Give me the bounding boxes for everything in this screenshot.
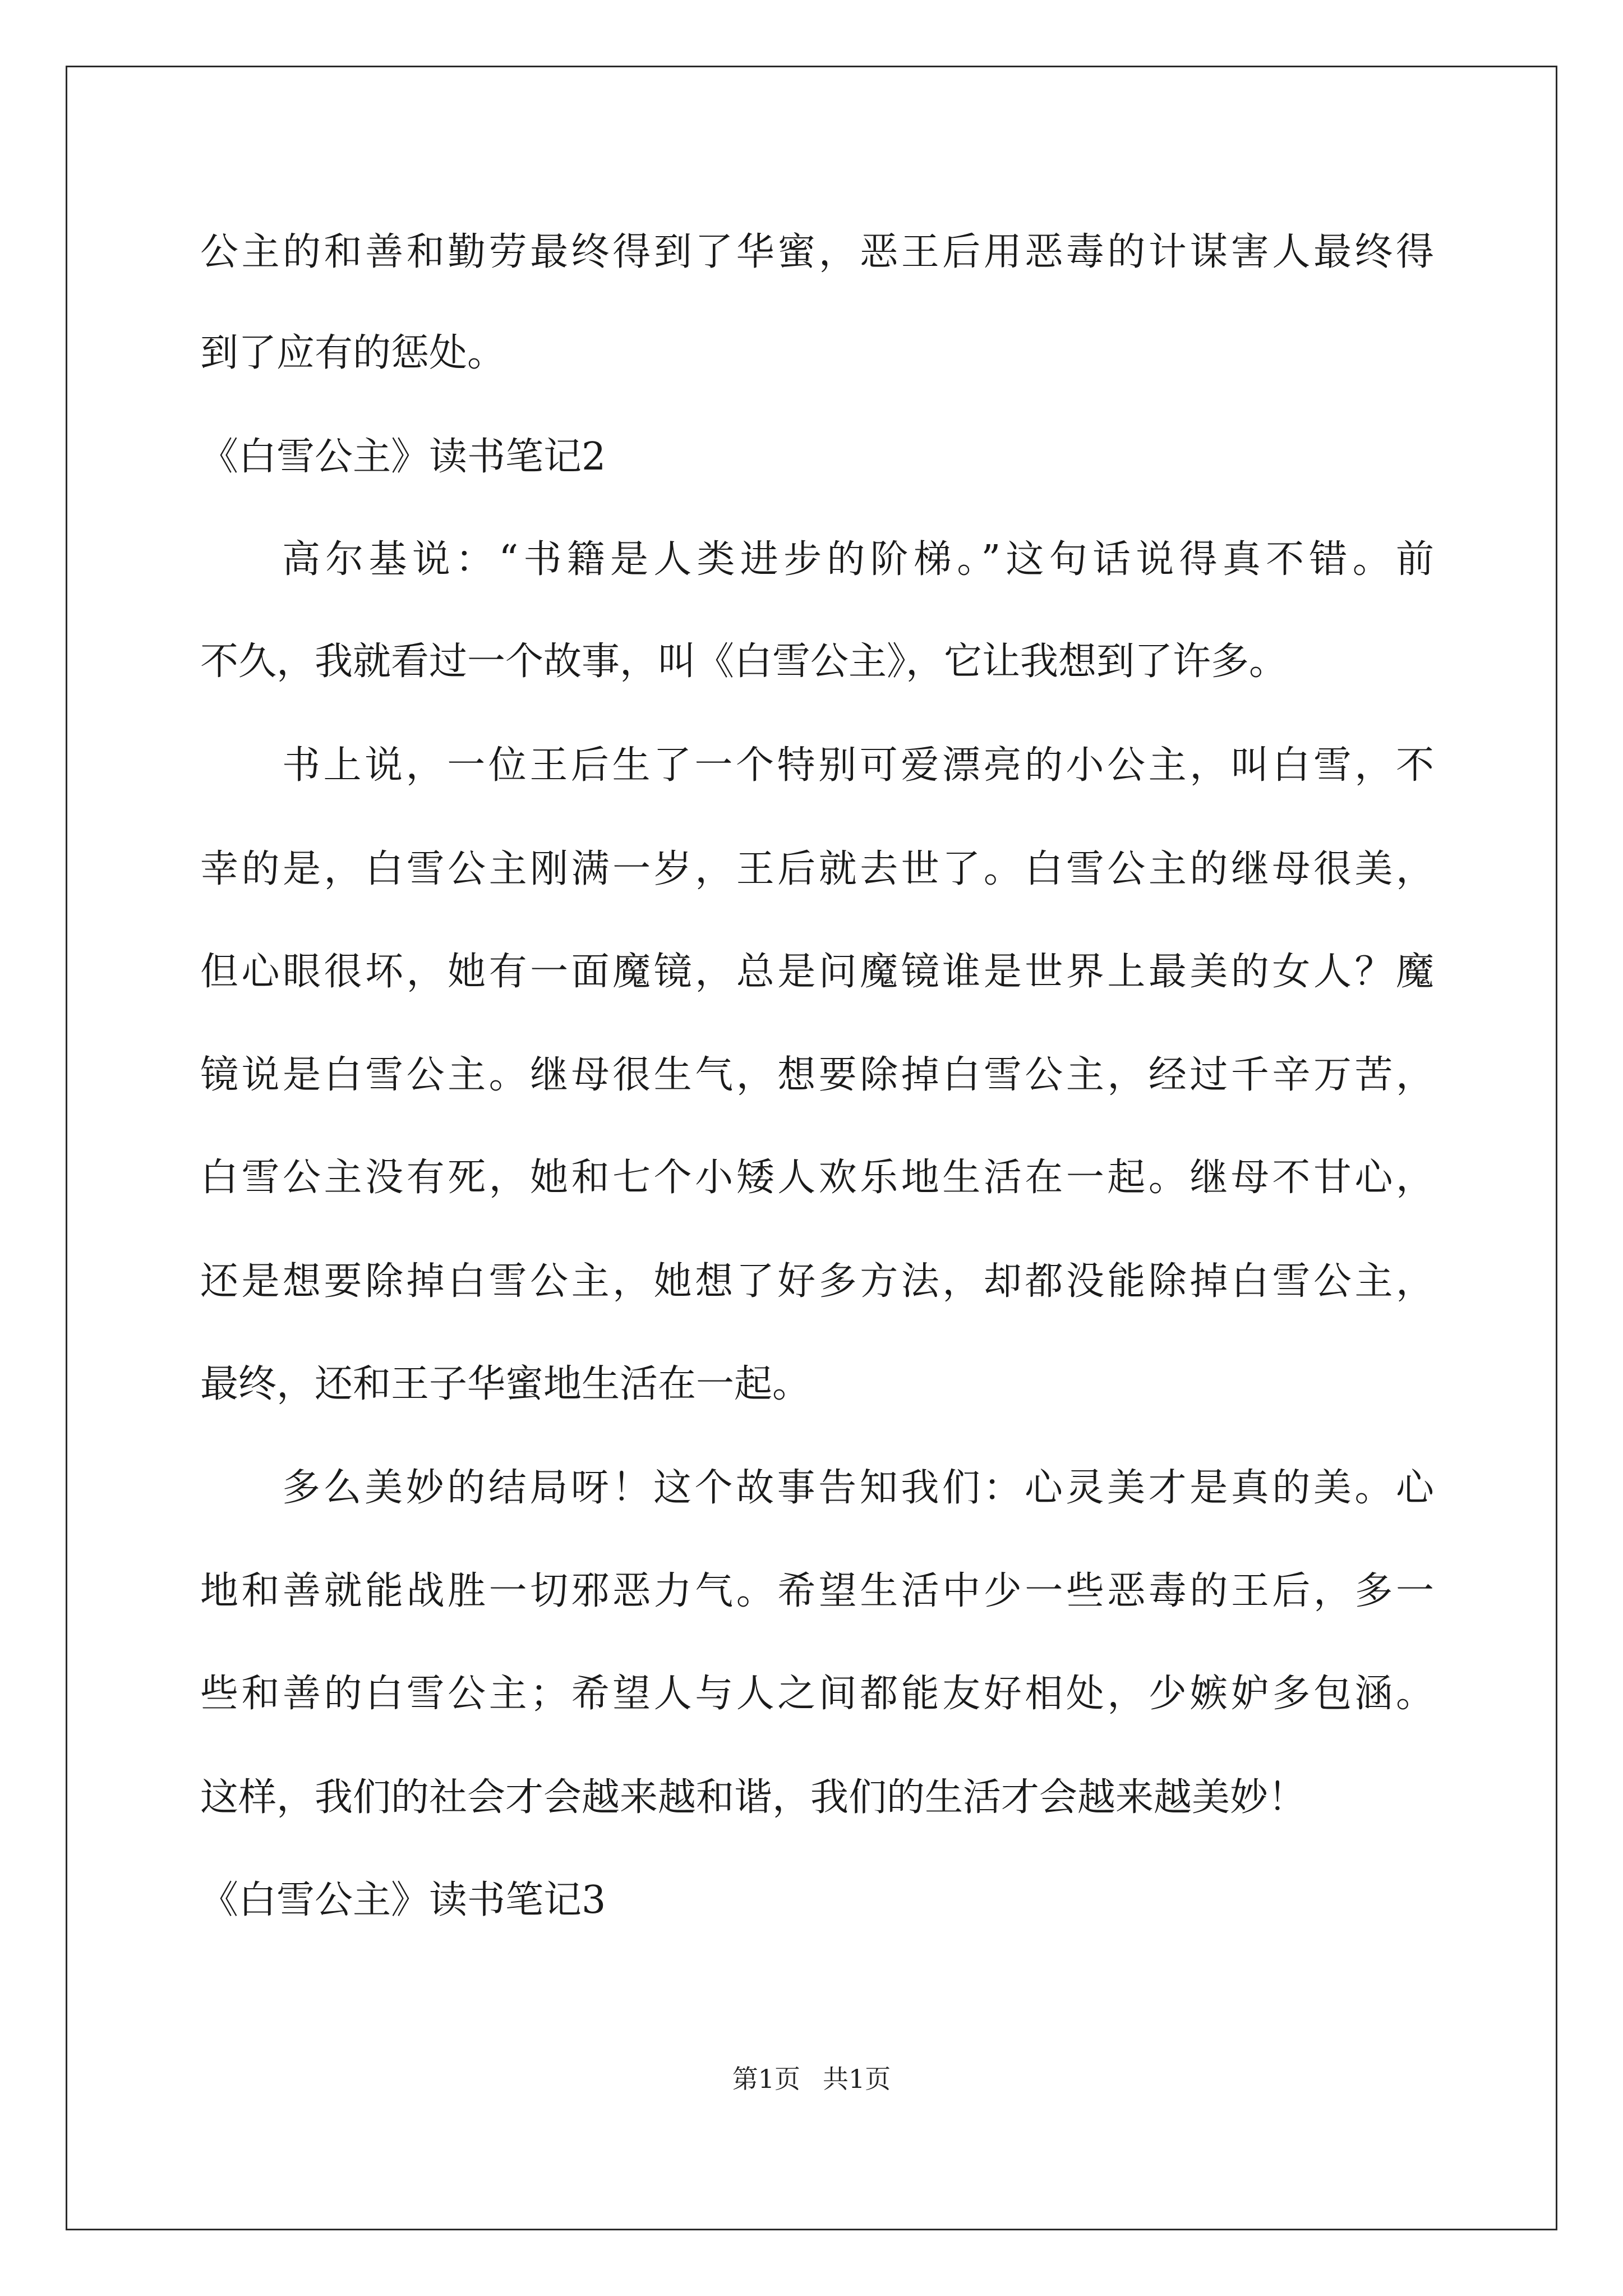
section-heading: 《白雪公主》读书笔记2 [200,435,606,479]
body-line: 但心眼很坏，她有一面魔镜，总是问魔镜谁是世界上最美的女人？魔 [200,950,1434,994]
body-line: 幸的是，白雪公主刚满一岁，王后就去世了。白雪公主的继母很美， [200,847,1434,891]
body-line: 到了应有的惩处。 [200,331,506,375]
body-line: 还是想要除掉白雪公主，她想了好多方法，却都没能除掉白雪公主， [200,1259,1434,1304]
body-line: 地和善就能战胜一切邪恶力气。希望生活中少一些恶毒的王后，多一 [200,1569,1434,1613]
body-line: 最终，还和王子华蜜地生活在一起。 [200,1362,811,1406]
body-line: 书上说，一位王后生了一个特别可爱漂亮的小公主，叫白雪，不 [282,743,1434,788]
page-number-total: 共1页 [823,2064,891,2094]
body-line: 这样，我们的社会才会越来越和谐，我们的生活才会越来越美妙！ [200,1775,1307,1820]
body-line: 公主的和善和勤劳最终得到了华蜜，恶王后用恶毒的计谋害人最终得 [200,230,1434,274]
body-line: 白雪公主没有死，她和七个小矮人欢乐地生活在一起。继母不甘心， [200,1156,1434,1200]
page-number-current: 第1页 [732,2064,800,2094]
body-line: 镜说是白雪公主。继母很生气，想要除掉白雪公主，经过千辛万苦， [200,1053,1434,1097]
body-line: 些和善的白雪公主；希望人与人之间都能友好相处，少嫉妒多包涵。 [200,1672,1434,1716]
page-footer [0,2062,1623,2096]
body-line: 高尔基说：“书籍是人类进步的阶梯。”这句话说得真不错。前 [282,537,1434,582]
body-line: 不久，我就看过一个故事，叫《白雪公主》，它让我想到了许多。 [200,639,1288,684]
body-line: 多么美妙的结局呀！这个故事告知我们：心灵美才是真的美。心 [282,1466,1434,1510]
section-heading: 《白雪公主》读书笔记3 [200,1878,606,1922]
